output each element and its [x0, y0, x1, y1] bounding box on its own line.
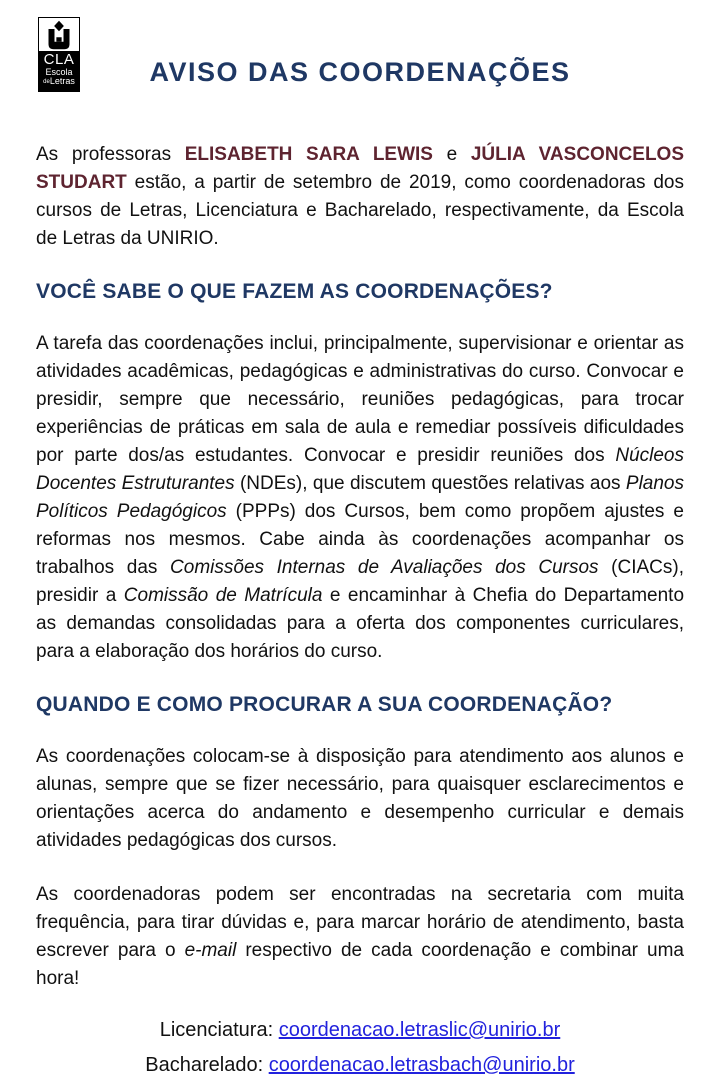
intro-paragraph [36, 141, 684, 253]
text-run: respectivo de cada coordenação e combinar uma hora! [36, 940, 684, 989]
coordination-tasks-paragraph [36, 330, 684, 666]
logo-text-panel [39, 51, 79, 91]
text-run: e [432, 144, 471, 165]
licenciatura-email-link[interactable]: coordenacao.letraslic@unirio.br [278, 1019, 561, 1041]
section-heading-when-how-to-contact: QUANDO E COMO PROCURAR A SUA COORDENAÇÃO? [36, 693, 613, 716]
text-run: e encaminhar à Chefia do Departamento as demandas consolidadas para a oferta dos componentes curriculares, para a elaboração dos horários do curso. [36, 585, 685, 662]
how-to-schedule-paragraph [36, 881, 684, 993]
term-email: e-mail [184, 940, 237, 961]
header [36, 15, 684, 115]
text-run: (CIACs), presidir a [36, 557, 684, 606]
bacharelado-contact-line [36, 1048, 684, 1083]
availability-paragraph: As coordenações colocam-se à disposição para atendimento aos alunos e alunas, sempre que se fizer necessário, para quaisquer esclarecimentos e orientações acerca do andamento e desempenho curricular e demais atividades pedagógicas dos cursos. [36, 746, 684, 851]
text-run: As professoras [36, 144, 185, 165]
text-run: A tarefa das coordenações inclui, principalmente, supervisionar e orientar as atividades acadêmicas, pedagógicas e administrativas do curso. Convocar e presidir, sempre que necessário, reuniões pedagógicas, para trocar experiências de práticas em sala de aula e remediar possíveis dificuldades por parte dos/as estudantes. Convocar e presidir reuniões dos [36, 333, 684, 466]
unirio-symbol-icon [43, 20, 75, 50]
professor-name-elisabeth: ELISABETH SARA LEWIS [184, 144, 433, 165]
professor-name-julia: JÚLIA VASCONCELOS STUDART [36, 144, 685, 193]
term-planos-politicos: Planos Políticos Pedagógicos [36, 473, 684, 522]
logo-letras-line [39, 77, 79, 86]
text-run: estão, a partir de setembro de 2019, como coordenadoras dos cursos de Letras, Licenciatura e Bacharelado, respectivamente, da Escola de Letras da UNIRIO. [36, 172, 684, 249]
licenciatura-contact-line [36, 1013, 684, 1048]
logo-de-text: de [43, 79, 50, 86]
term-nucleos-docentes: Núcleos Docentes Estruturantes [36, 445, 684, 494]
contact-emails-block [36, 1013, 684, 1083]
logo-symbol-panel [39, 18, 79, 51]
bacharelado-email-link[interactable]: coordenacao.letrasbach@unirio.br [268, 1054, 575, 1076]
logo-letras-text: Letras [49, 76, 75, 87]
cla-escola-letras-logo [38, 17, 80, 92]
section-heading-what-coordinations-do: VOCÊ SABE O QUE FAZEM AS COORDENAÇÕES? [36, 280, 553, 303]
term-comissao-matricula: Comissão de Matrícula [123, 585, 323, 606]
text-run: (PPPs) dos Cursos, bem como propõem ajustes e reformas nos mesmos. Cabe ainda às coordenações acompanhar os trabalhos das [36, 501, 684, 578]
text-run: (NDEs), que discutem questões relativas aos [234, 473, 626, 494]
bacharelado-label: Bacharelado: [145, 1054, 269, 1076]
text-run: As coordenadoras podem ser encontradas na secretaria com muita frequência, para tirar dúvidas e, para marcar horário de atendimento, basta escrever para o [36, 884, 684, 961]
term-comissoes-internas: Comissões Internas de Avaliações dos Cursos [170, 557, 599, 578]
logo-acronym: CLA [43, 51, 75, 68]
logo-school-line: Escola [45, 66, 73, 77]
licenciatura-label: Licenciatura: [159, 1019, 279, 1041]
page-title: AVISO DAS COORDENAÇÕES [149, 57, 571, 87]
